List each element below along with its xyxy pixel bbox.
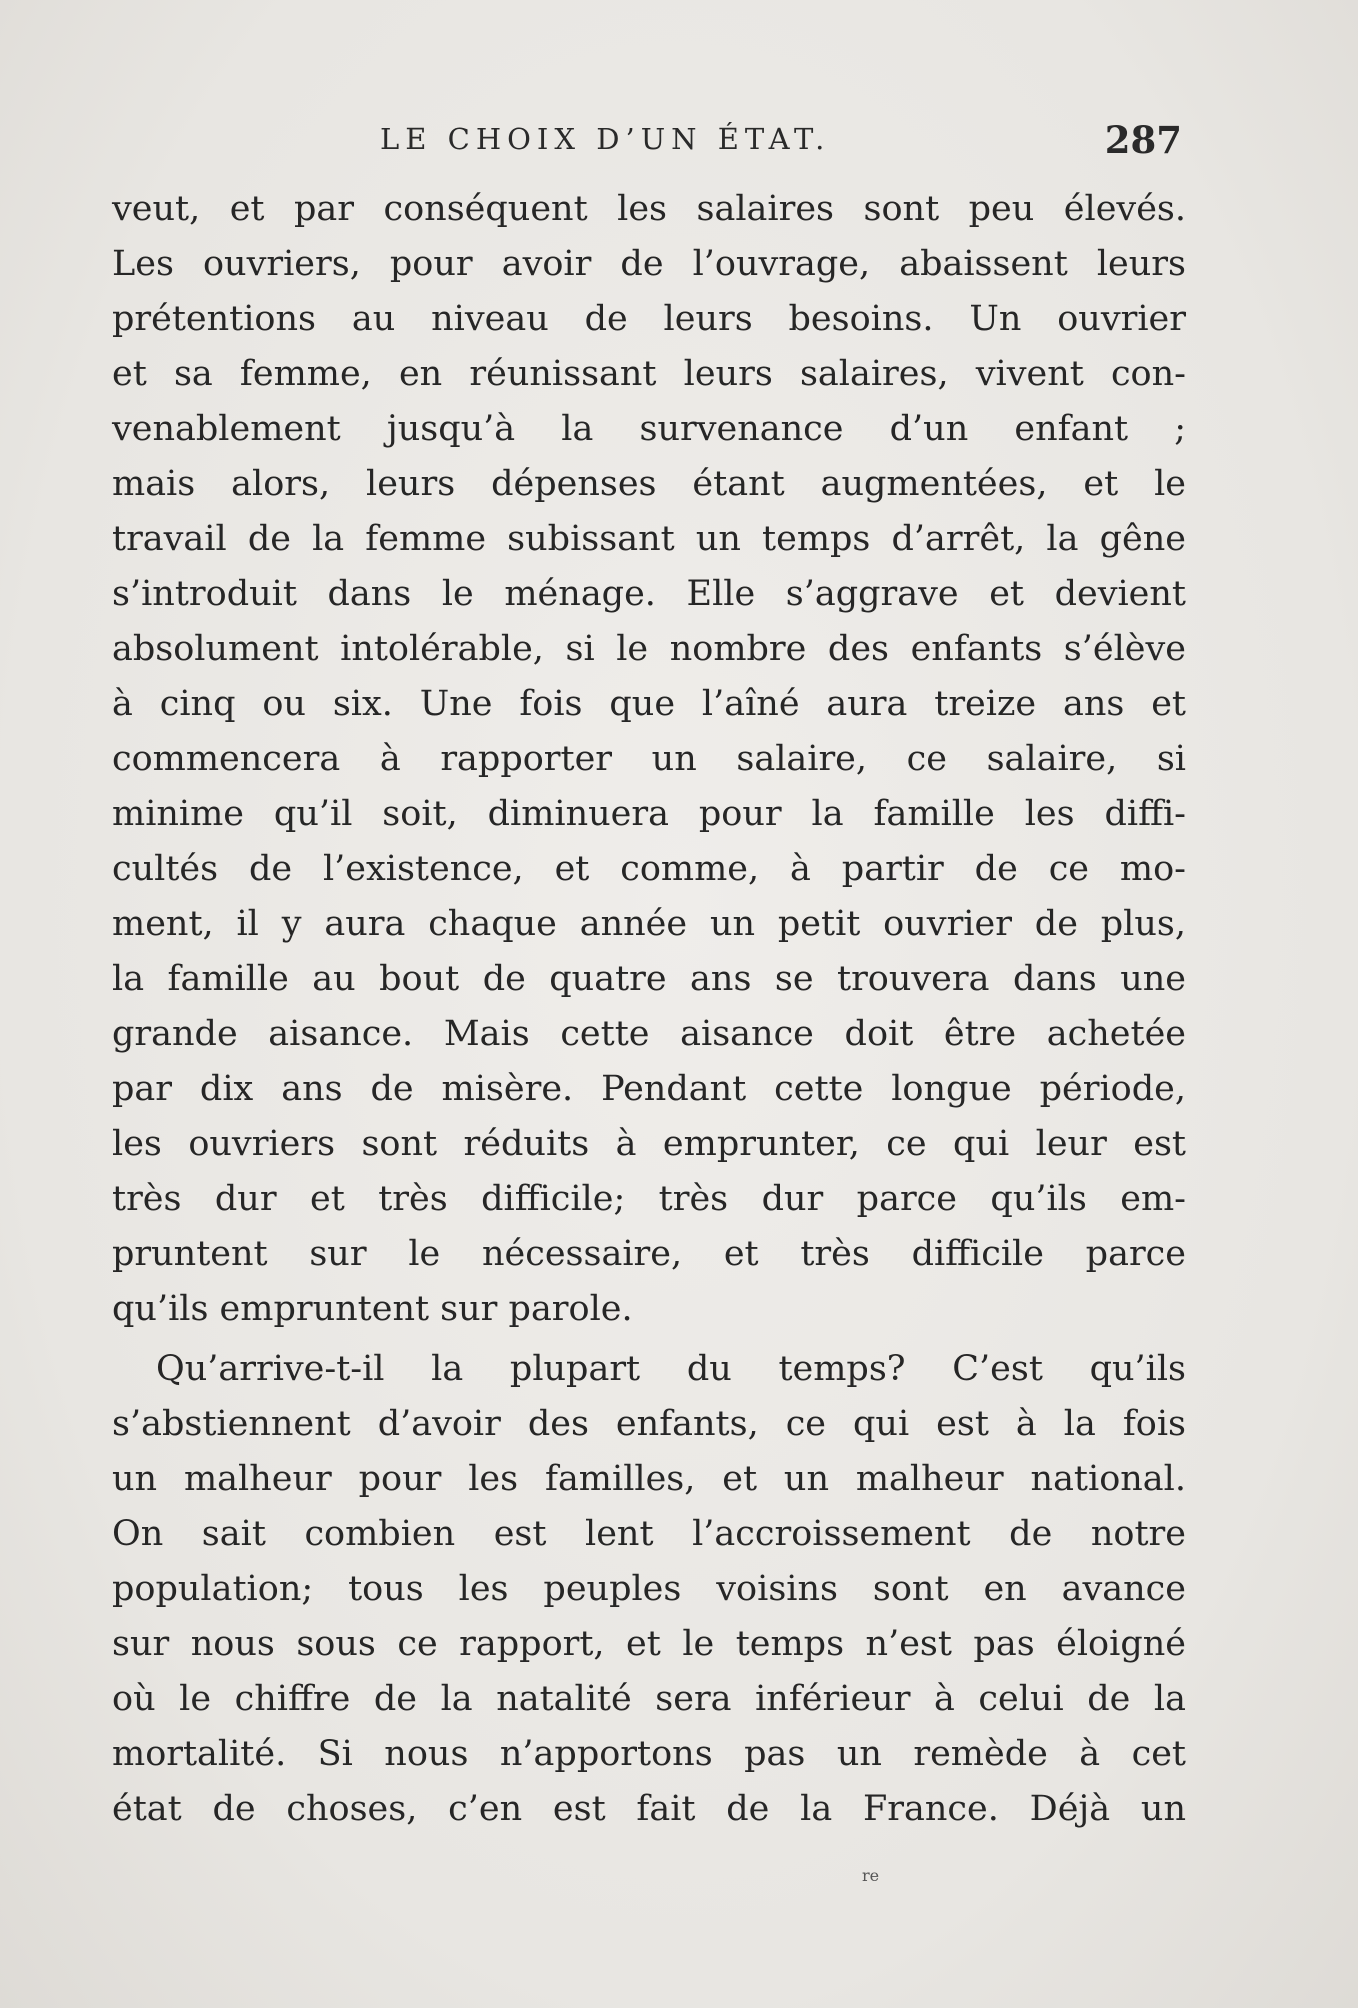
page-number: 287	[1104, 118, 1182, 162]
printer-mark: re	[862, 1866, 880, 1885]
text-line: absolument intolérable, si le nombre des enfants s’élève	[112, 629, 1186, 669]
running-title: LE CHOIX D’UN ÉTAT.	[380, 122, 831, 156]
text-line: venablement jusqu’à la survenance d’un enfant ;	[112, 409, 1186, 449]
text-line: s’abstiennent d’avoir des enfants, ce qui est à la fois	[112, 1404, 1186, 1444]
text-line: Qu’arrive-t-il la plupart du temps? C’est qu’ils	[156, 1349, 1186, 1389]
text-line: s’introduit dans le ménage. Elle s’aggrave et devient	[112, 574, 1186, 614]
text-line: très dur et très difficile; très dur parce qu’ils em-	[112, 1179, 1186, 1219]
text-line: sur nous sous ce rapport, et le temps n’est pas éloigné	[112, 1624, 1186, 1664]
running-head	[110, 118, 1182, 168]
text-line: par dix ans de misère. Pendant cette longue période,	[112, 1069, 1186, 1109]
text-line: et sa femme, en réunissant leurs salaires, vivent con-	[112, 354, 1186, 394]
paragraph-1	[112, 182, 1186, 1337]
text-line: la famille au bout de quatre ans se trouvera dans une	[112, 959, 1186, 999]
text-line: population; tous les peuples voisins sont en avance	[112, 1569, 1186, 1609]
text-line: état de choses, c’en est fait de la France. Déjà un	[112, 1789, 1186, 1829]
text-line: Les ouvriers, pour avoir de l’ouvrage, abaissent leurs	[112, 244, 1186, 284]
body-text	[112, 182, 1186, 1837]
text-line: ment, il y aura chaque année un petit ouvrier de plus,	[112, 904, 1186, 944]
text-line: prétentions au niveau de leurs besoins. Un ouvrier	[112, 299, 1186, 339]
text-line: les ouvriers sont réduits à emprunter, ce qui leur est	[112, 1124, 1186, 1164]
text-line: à cinq ou six. Une fois que l’aîné aura treize ans et	[112, 684, 1186, 724]
text-line: pruntent sur le nécessaire, et très difficile parce	[112, 1234, 1186, 1274]
text-line: grande aisance. Mais cette aisance doit être achetée	[112, 1014, 1186, 1054]
text-line: mortalité. Si nous n’apportons pas un remède à cet	[112, 1734, 1186, 1774]
text-line: veut, et par conséquent les salaires sont peu élevés.	[112, 189, 1186, 229]
text-line: minime qu’il soit, diminuera pour la famille les diffi-	[112, 794, 1186, 834]
text-line: qu’ils empruntent sur parole.	[112, 1289, 633, 1329]
text-line: travail de la femme subissant un temps d’arrêt, la gêne	[112, 519, 1186, 559]
text-line: où le chiffre de la natalité sera inférieur à celui de la	[112, 1679, 1186, 1719]
text-line: cultés de l’existence, et comme, à partir de ce mo-	[112, 849, 1186, 889]
text-line: commencera à rapporter un salaire, ce salaire, si	[112, 739, 1186, 779]
text-line: On sait combien est lent l’accroissement de notre	[112, 1514, 1186, 1554]
text-line: un malheur pour les familles, et un malheur national.	[112, 1459, 1186, 1499]
paragraph-2	[112, 1342, 1186, 1837]
text-line: mais alors, leurs dépenses étant augmentées, et le	[112, 464, 1186, 504]
